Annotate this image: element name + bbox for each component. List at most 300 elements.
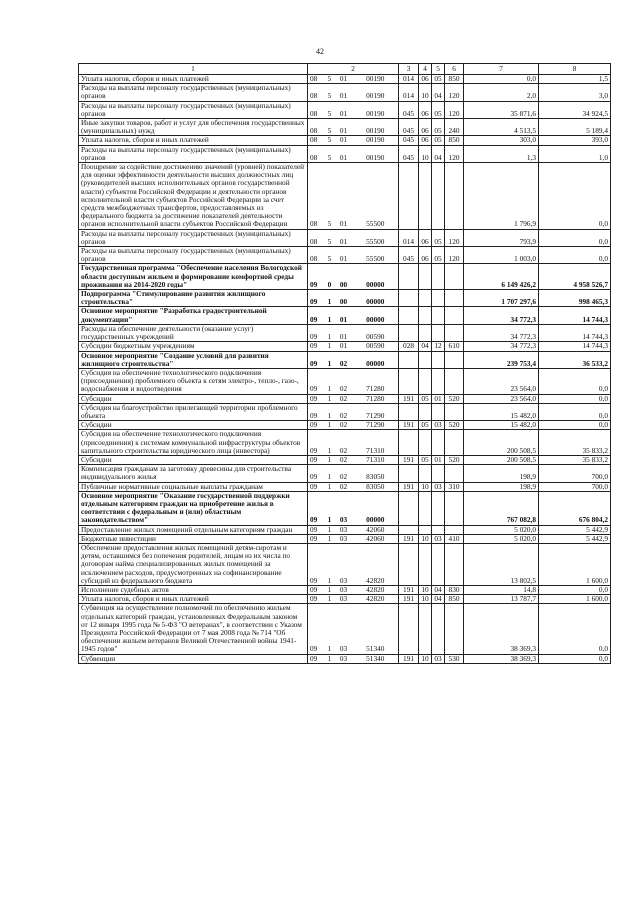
code-direction: 55500 (353, 163, 399, 230)
amount-year-1: 0,0 (464, 75, 539, 84)
table-row (79, 421, 611, 430)
code-section: 05 (419, 455, 432, 464)
code-subprogram: 1 (325, 351, 335, 368)
amount-year-2: 0,0 (539, 421, 611, 430)
amount-year-1: 1 796,9 (464, 163, 539, 230)
code-section: 05 (419, 394, 432, 403)
table-row (79, 247, 611, 264)
code-subprogram: 1 (325, 482, 335, 491)
table-row (79, 604, 611, 654)
code-direction: 83050 (353, 482, 399, 491)
code-subprogram: 1 (325, 290, 335, 307)
amount-year-1: 5 020,0 (464, 525, 539, 534)
code-event: 01 (335, 324, 353, 341)
code-subprogram: 5 (325, 229, 335, 246)
code-event: 01 (335, 101, 353, 118)
code-program: 09 (308, 394, 325, 403)
code-subsection: 03 (432, 534, 445, 543)
amount-year-1: 23 564,0 (464, 394, 539, 403)
code-subprogram: 5 (325, 145, 335, 162)
code-expense-type: 610 (445, 342, 464, 351)
code-subsection: 05 (432, 75, 445, 84)
code-direction: 55500 (353, 229, 399, 246)
code-section: 06 (419, 136, 432, 145)
code-ministry: 191 (399, 394, 419, 403)
code-subsection: 01 (432, 394, 445, 403)
code-direction: 42060 (353, 534, 399, 543)
amount-year-1: 200 508,5 (464, 430, 539, 456)
code-subsection (432, 264, 445, 290)
header-col-6: 6 (445, 64, 464, 75)
row-name: Расходы на выплаты персоналу государственных (муниципальных) органов (79, 229, 308, 246)
code-direction: 55500 (353, 247, 399, 264)
code-event: 02 (335, 465, 353, 482)
amount-year-1: 23 564,0 (464, 368, 539, 394)
code-ministry (399, 264, 419, 290)
code-subprogram: 5 (325, 163, 335, 230)
code-expense-type: 310 (445, 482, 464, 491)
code-event: 02 (335, 421, 353, 430)
row-name: Субсидии бюджетным учреждениям (79, 342, 308, 351)
code-direction: 83050 (353, 465, 399, 482)
row-name: Расходы на выплаты персоналу государственных (муниципальных) органов (79, 84, 308, 101)
code-direction: 00190 (353, 84, 399, 101)
amount-year-2: 3,0 (539, 84, 611, 101)
code-section (419, 290, 432, 307)
code-subprogram: 1 (325, 595, 335, 604)
code-direction: 00590 (353, 324, 399, 341)
table-row (79, 136, 611, 145)
code-expense-type: 530 (445, 654, 464, 663)
code-direction: 71280 (353, 394, 399, 403)
amount-year-2: 0,0 (539, 163, 611, 230)
code-direction: 71310 (353, 455, 399, 464)
table-row (79, 145, 611, 162)
code-ministry (399, 543, 419, 585)
code-expense-type: 120 (445, 84, 464, 101)
amount-year-1: 198,9 (464, 482, 539, 491)
table-row (79, 264, 611, 290)
amount-year-1: 4 513,5 (464, 119, 539, 136)
table-row (79, 342, 611, 351)
code-ministry: 045 (399, 101, 419, 118)
amount-year-2: 1,0 (539, 145, 611, 162)
amount-year-2: 0,0 (539, 604, 611, 654)
amount-year-1: 198,9 (464, 465, 539, 482)
code-subsection: 04 (432, 595, 445, 604)
code-program: 08 (308, 136, 325, 145)
amount-year-1: 15 482,0 (464, 403, 539, 420)
amount-year-1: 35 871,6 (464, 101, 539, 118)
code-program: 09 (308, 585, 325, 594)
code-subprogram: 1 (325, 394, 335, 403)
code-expense-type: 410 (445, 534, 464, 543)
code-subsection (432, 351, 445, 368)
header-col-3: 3 (399, 64, 419, 75)
code-direction: 71290 (353, 403, 399, 420)
row-name: Основное мероприятие "Оказание государственной поддержки отдельным категориям граждан на приобретение жилья в соответствии с федеральным и (или) областным законодательством" (79, 491, 308, 525)
code-program: 09 (308, 342, 325, 351)
code-program: 09 (308, 351, 325, 368)
code-subsection (432, 525, 445, 534)
code-event: 03 (335, 654, 353, 663)
code-event: 02 (335, 351, 353, 368)
code-expense-type: 120 (445, 229, 464, 246)
code-expense-type: 850 (445, 75, 464, 84)
table-row (79, 585, 611, 594)
code-section (419, 307, 432, 324)
amount-year-2: 998 465,3 (539, 290, 611, 307)
amount-year-2: 14 744,3 (539, 342, 611, 351)
header-col-8: 8 (539, 64, 611, 75)
table-row (79, 595, 611, 604)
amount-year-2: 35 833,2 (539, 430, 611, 456)
code-ministry: 028 (399, 342, 419, 351)
code-section (419, 324, 432, 341)
amount-year-2: 0,0 (539, 585, 611, 594)
code-ministry (399, 290, 419, 307)
code-expense-type: 520 (445, 394, 464, 403)
amount-year-1: 13 802,5 (464, 543, 539, 585)
amount-year-1: 793,9 (464, 229, 539, 246)
code-subsection (432, 403, 445, 420)
code-subprogram: 0 (325, 264, 335, 290)
code-direction: 71290 (353, 421, 399, 430)
code-subprogram: 5 (325, 136, 335, 145)
code-program: 09 (308, 534, 325, 543)
code-expense-type (445, 368, 464, 394)
code-section (419, 351, 432, 368)
code-direction: 42820 (353, 543, 399, 585)
amount-year-2: 0,0 (539, 368, 611, 394)
code-expense-type: 520 (445, 455, 464, 464)
row-name: Исполнение судебных актов (79, 585, 308, 594)
table-row (79, 290, 611, 307)
code-ministry (399, 604, 419, 654)
code-event: 01 (335, 119, 353, 136)
amount-year-1: 14,8 (464, 585, 539, 594)
amount-year-2: 14 744,3 (539, 307, 611, 324)
code-expense-type (445, 163, 464, 230)
code-direction: 00000 (353, 307, 399, 324)
code-expense-type: 830 (445, 585, 464, 594)
header-col-4: 4 (419, 64, 432, 75)
code-event: 03 (335, 585, 353, 594)
code-ministry (399, 403, 419, 420)
code-ministry (399, 368, 419, 394)
table-row (79, 465, 611, 482)
table-row (79, 163, 611, 230)
code-direction: 42820 (353, 595, 399, 604)
row-name: Субсидии (79, 394, 308, 403)
code-ministry: 045 (399, 145, 419, 162)
code-event: 01 (335, 75, 353, 84)
code-ministry: 045 (399, 136, 419, 145)
amount-year-1: 13 787,7 (464, 595, 539, 604)
code-ministry (399, 491, 419, 525)
table-row (79, 119, 611, 136)
code-program: 09 (308, 465, 325, 482)
code-event: 02 (335, 482, 353, 491)
code-ministry (399, 163, 419, 230)
code-direction: 00190 (353, 119, 399, 136)
code-event: 01 (335, 145, 353, 162)
code-event: 02 (335, 368, 353, 394)
code-ministry: 191 (399, 595, 419, 604)
code-expense-type: 850 (445, 595, 464, 604)
code-direction: 00590 (353, 342, 399, 351)
code-ministry (399, 307, 419, 324)
code-subprogram: 1 (325, 307, 335, 324)
code-ministry: 014 (399, 229, 419, 246)
code-ministry (399, 465, 419, 482)
code-direction: 42820 (353, 585, 399, 594)
code-direction: 00000 (353, 264, 399, 290)
code-section (419, 465, 432, 482)
row-name: Основное мероприятие "Создание условий для развития жилищного строительства" (79, 351, 308, 368)
header-col-1: 1 (79, 64, 308, 75)
amount-year-2: 4 958 526,7 (539, 264, 611, 290)
code-expense-type (445, 324, 464, 341)
code-program: 09 (308, 324, 325, 341)
row-name: Компенсация гражданам за заготовку древесины для строительства индивидуального жилья (79, 465, 308, 482)
code-event: 01 (335, 342, 353, 351)
code-subprogram: 1 (325, 368, 335, 394)
code-subsection: 03 (432, 421, 445, 430)
code-program: 09 (308, 595, 325, 604)
code-section: 04 (419, 342, 432, 351)
code-program: 09 (308, 543, 325, 585)
row-name: Предоставление жилых помещений отдельным категориям граждан (79, 525, 308, 534)
table-row (79, 75, 611, 84)
code-program: 09 (308, 307, 325, 324)
code-expense-type (445, 525, 464, 534)
code-expense-type (445, 491, 464, 525)
code-ministry: 045 (399, 247, 419, 264)
code-event: 01 (335, 136, 353, 145)
code-ministry: 191 (399, 482, 419, 491)
code-expense-type: 850 (445, 136, 464, 145)
amount-year-1: 34 772,3 (464, 342, 539, 351)
row-name: Расходы на выплаты персоналу государственных (муниципальных) органов (79, 145, 308, 162)
amount-year-1: 1,3 (464, 145, 539, 162)
code-event: 01 (335, 307, 353, 324)
code-ministry: 014 (399, 75, 419, 84)
code-section: 10 (419, 595, 432, 604)
amount-year-1: 38 369,3 (464, 654, 539, 663)
table-row (79, 403, 611, 420)
amount-year-2: 393,0 (539, 136, 611, 145)
amount-year-1: 15 482,0 (464, 421, 539, 430)
code-event: 01 (335, 247, 353, 264)
code-ministry: 191 (399, 534, 419, 543)
code-direction: 71310 (353, 430, 399, 456)
code-event: 03 (335, 491, 353, 525)
code-section (419, 403, 432, 420)
row-name: Обеспечение предоставления жилых помещений детям-сиротам и детям, оставшимся без попечения родителей, лицам из их числа по договорам найма специализированных жилых помещений за исключением расходов, предусмотренных на софинансирование субсидий из федерального бюджета (79, 543, 308, 585)
code-section: 10 (419, 84, 432, 101)
amount-year-1: 34 772,3 (464, 307, 539, 324)
code-section: 10 (419, 585, 432, 594)
code-subprogram: 5 (325, 75, 335, 84)
amount-year-1: 2,0 (464, 84, 539, 101)
table-row (79, 525, 611, 534)
code-section (419, 264, 432, 290)
code-program: 08 (308, 119, 325, 136)
code-section (419, 525, 432, 534)
code-subsection (432, 430, 445, 456)
row-name: Бюджетные инвестиции (79, 534, 308, 543)
code-program: 09 (308, 368, 325, 394)
code-subprogram: 1 (325, 324, 335, 341)
table-row (79, 84, 611, 101)
code-program: 09 (308, 525, 325, 534)
row-name: Иные закупки товаров, работ и услуг для обеспечения государственных (муниципальных) нужд (79, 119, 308, 136)
code-section: 10 (419, 534, 432, 543)
code-direction: 00000 (353, 351, 399, 368)
table-row (79, 543, 611, 585)
row-name: Субвенция на осуществление полномочий по обеспечению жильем отдельных категорий граждан, установленных Федеральным законом от 12 января 1995 года № 5-ФЗ "О ветеранах", в соответствии с Указом Президента Российской Федерации от 7 мая 2008 года № 714 "Об обеспечении жильем ветеранов Великой Отечественной войны 1941-1945 годов" (79, 604, 308, 654)
code-direction: 42060 (353, 525, 399, 534)
code-section: 10 (419, 145, 432, 162)
code-program: 09 (308, 403, 325, 420)
code-program: 09 (308, 264, 325, 290)
code-section (419, 491, 432, 525)
code-subsection: 12 (432, 342, 445, 351)
amount-year-1: 38 369,3 (464, 604, 539, 654)
code-subsection: 04 (432, 585, 445, 594)
row-name: Основное мероприятие "Разработка градостроительной документации" (79, 307, 308, 324)
code-subprogram: 1 (325, 455, 335, 464)
code-expense-type (445, 307, 464, 324)
code-direction: 00190 (353, 136, 399, 145)
code-ministry (399, 324, 419, 341)
code-section: 06 (419, 247, 432, 264)
code-ministry (399, 430, 419, 456)
amount-year-2: 0,0 (539, 394, 611, 403)
code-subprogram: 1 (325, 654, 335, 663)
table-row (79, 654, 611, 663)
table-row (79, 368, 611, 394)
code-program: 09 (308, 491, 325, 525)
table-row (79, 324, 611, 341)
amount-year-2: 0,0 (539, 247, 611, 264)
code-subprogram: 1 (325, 534, 335, 543)
code-expense-type: 120 (445, 145, 464, 162)
code-ministry: 045 (399, 119, 419, 136)
code-ministry: 191 (399, 421, 419, 430)
code-program: 08 (308, 229, 325, 246)
code-subprogram: 1 (325, 604, 335, 654)
code-section: 06 (419, 101, 432, 118)
amount-year-1: 303,0 (464, 136, 539, 145)
amount-year-2: 5 189,4 (539, 119, 611, 136)
amount-year-2: 5 442,9 (539, 525, 611, 534)
code-section (419, 604, 432, 654)
code-ministry: 191 (399, 455, 419, 464)
code-subsection (432, 368, 445, 394)
table-row (79, 307, 611, 324)
code-program: 09 (308, 421, 325, 430)
code-subprogram: 5 (325, 84, 335, 101)
code-expense-type (445, 290, 464, 307)
code-subsection (432, 465, 445, 482)
row-name: Уплата налогов, сборов и иных платежей (79, 75, 308, 84)
code-program: 08 (308, 145, 325, 162)
code-program: 08 (308, 101, 325, 118)
code-direction: 00000 (353, 491, 399, 525)
code-direction: 00190 (353, 101, 399, 118)
amount-year-1: 1 707 297,6 (464, 290, 539, 307)
code-section (419, 430, 432, 456)
code-section: 05 (419, 421, 432, 430)
amount-year-1: 200 508,5 (464, 455, 539, 464)
row-name: Государственная программа "Обеспечение населения Вологодской области доступным жильем и формирование комфортной среды проживания на 2014-2020 годы" (79, 264, 308, 290)
code-program: 09 (308, 482, 325, 491)
code-program: 09 (308, 430, 325, 456)
row-name: Уплата налогов, сборов и иных платежей (79, 595, 308, 604)
table-row (79, 430, 611, 456)
code-expense-type (445, 430, 464, 456)
code-program: 08 (308, 84, 325, 101)
amount-year-2: 14 744,3 (539, 324, 611, 341)
code-event: 00 (335, 264, 353, 290)
code-ministry: 014 (399, 84, 419, 101)
code-direction: 71280 (353, 368, 399, 394)
code-subprogram: 5 (325, 101, 335, 118)
row-name: Уплата налогов, сборов и иных платежей (79, 136, 308, 145)
code-event: 02 (335, 430, 353, 456)
code-subsection (432, 163, 445, 230)
amount-year-2: 34 924,5 (539, 101, 611, 118)
code-program: 09 (308, 290, 325, 307)
code-expense-type (445, 604, 464, 654)
code-expense-type (445, 543, 464, 585)
row-name: Субсидии (79, 455, 308, 464)
header-col-5: 5 (432, 64, 445, 75)
code-subsection: 05 (432, 101, 445, 118)
code-program: 08 (308, 75, 325, 84)
code-event: 00 (335, 290, 353, 307)
code-subprogram: 1 (325, 465, 335, 482)
code-event: 02 (335, 455, 353, 464)
amount-year-2: 0,0 (539, 229, 611, 246)
table-row (79, 394, 611, 403)
code-subsection (432, 290, 445, 307)
code-subsection: 04 (432, 84, 445, 101)
code-subprogram: 5 (325, 247, 335, 264)
code-subsection (432, 604, 445, 654)
code-subsection: 05 (432, 136, 445, 145)
code-expense-type (445, 403, 464, 420)
code-subprogram: 1 (325, 585, 335, 594)
amount-year-1: 5 020,0 (464, 534, 539, 543)
row-name: Расходы на выплаты персоналу государственных (муниципальных) органов (79, 247, 308, 264)
amount-year-1: 6 149 426,2 (464, 264, 539, 290)
code-event: 02 (335, 394, 353, 403)
code-subsection: 04 (432, 145, 445, 162)
code-direction: 00000 (353, 290, 399, 307)
amount-year-1: 767 082,8 (464, 491, 539, 525)
code-ministry: 191 (399, 585, 419, 594)
code-subsection: 01 (432, 455, 445, 464)
code-section (419, 543, 432, 585)
budget-table (78, 63, 611, 664)
code-subsection (432, 324, 445, 341)
code-subsection: 03 (432, 482, 445, 491)
row-name: Расходы на выплаты персоналу государственных (муниципальных) органов (79, 101, 308, 118)
code-section: 06 (419, 119, 432, 136)
